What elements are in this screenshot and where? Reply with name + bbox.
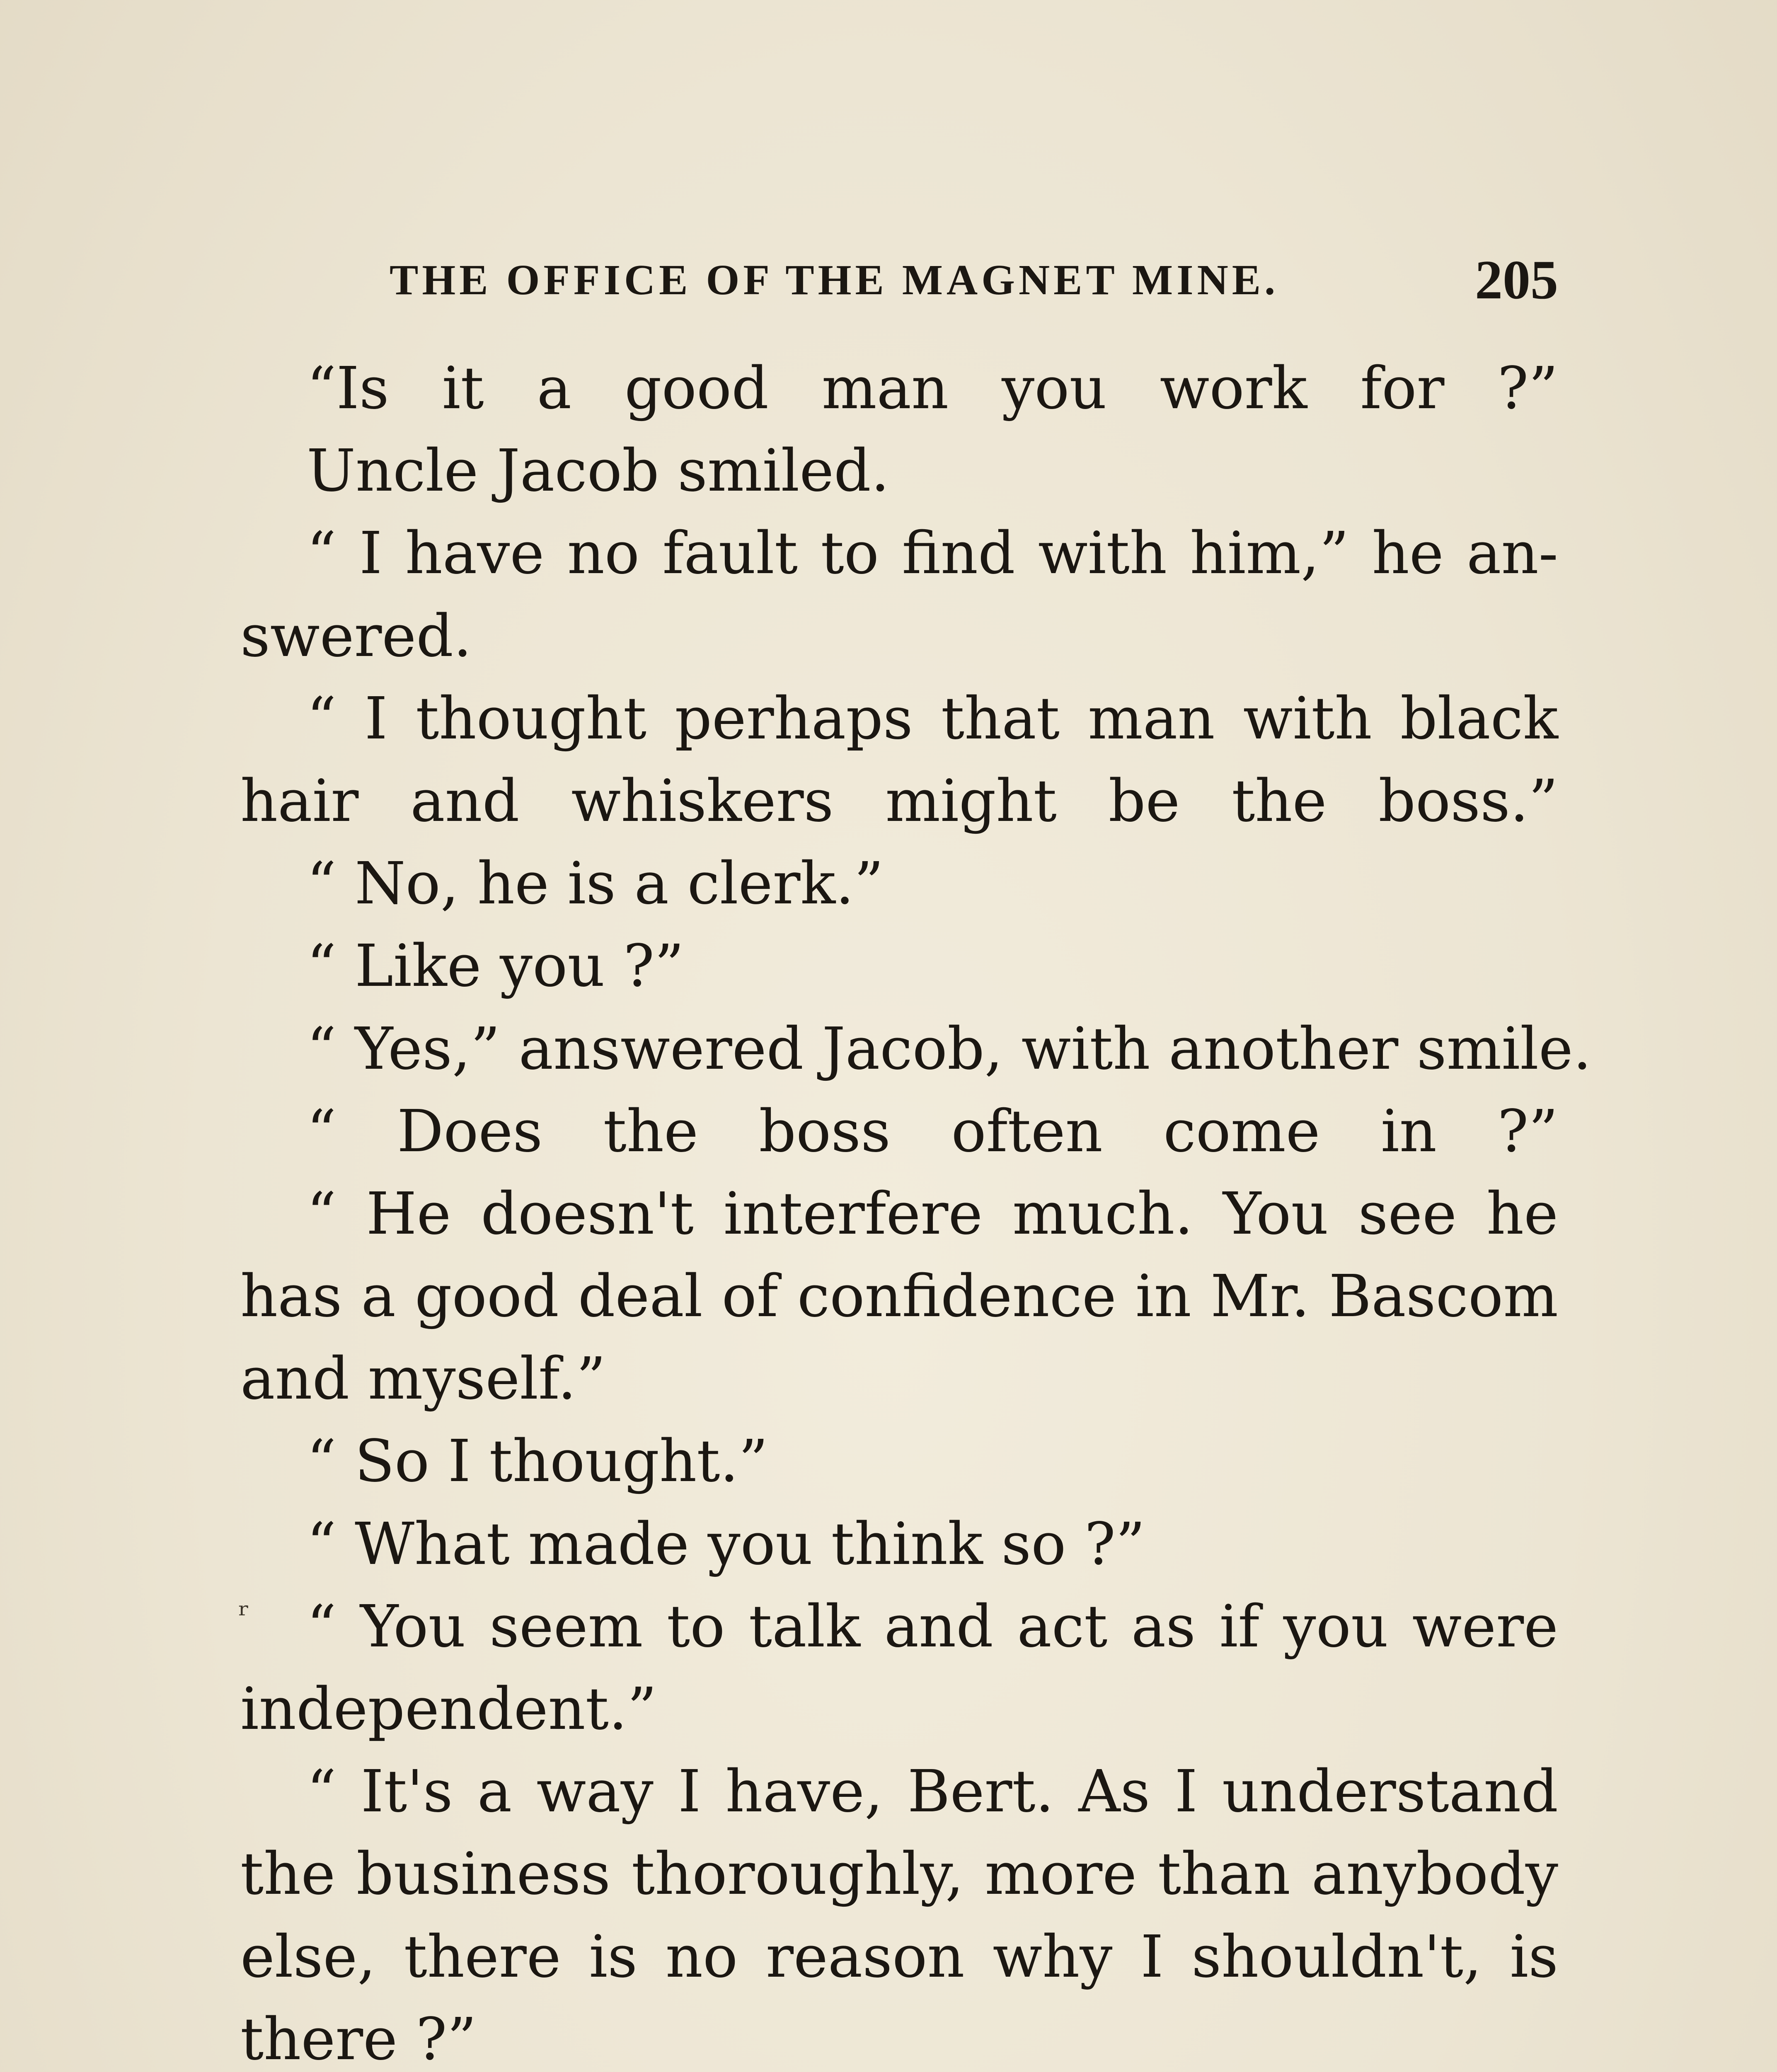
text-line: “ Like you ?” xyxy=(307,932,684,1000)
stray-print-mark: ʳ xyxy=(238,1595,250,1634)
text-line: else, there is no reason why I shouldn't, is xyxy=(240,1923,1558,1991)
text-line: there ?” xyxy=(240,2005,477,2072)
text-line: “ What made you think so ?” xyxy=(307,1510,1145,1578)
text-line: Uncle Jacob smiled. xyxy=(307,437,890,505)
text-line: and myself.” xyxy=(240,1345,606,1413)
page-header xyxy=(390,249,1558,311)
text-line: “Is it a good man you work for ?” xyxy=(307,355,1558,422)
text-line: independent.” xyxy=(240,1675,657,1743)
text-line: “ Does the boss often come in ?” xyxy=(307,1097,1558,1165)
text-line: “ You seem to talk and act as if you were xyxy=(307,1593,1558,1661)
text-line: “ It's a way I have, Bert. As I understand xyxy=(307,1758,1558,1826)
text-line: “ So I thought.” xyxy=(307,1428,768,1496)
text-line: “ Yes,” answered Jacob, with another smile. xyxy=(307,1015,1592,1083)
text-line: the business thoroughly, more than anybody xyxy=(240,1840,1558,1908)
text-line: “ I thought perhaps that man with black xyxy=(307,685,1558,753)
text-line: has a good deal of confidence in Mr. Bascom xyxy=(240,1263,1558,1331)
text-line: swered. xyxy=(240,602,472,670)
body-text xyxy=(240,347,1592,2072)
text-line: “ He doesn't interfere much. You see he xyxy=(307,1180,1558,1248)
page-number: 205 xyxy=(1475,249,1558,310)
running-head: THE OFFICE OF THE MAGNET MINE. xyxy=(390,256,1279,304)
text-line: “ I have no fault to find with him,” he an- xyxy=(307,520,1558,588)
text-line: hair and whiskers might be the boss.” xyxy=(240,767,1558,835)
text-line: “ No, he is a clerk.” xyxy=(307,850,884,918)
